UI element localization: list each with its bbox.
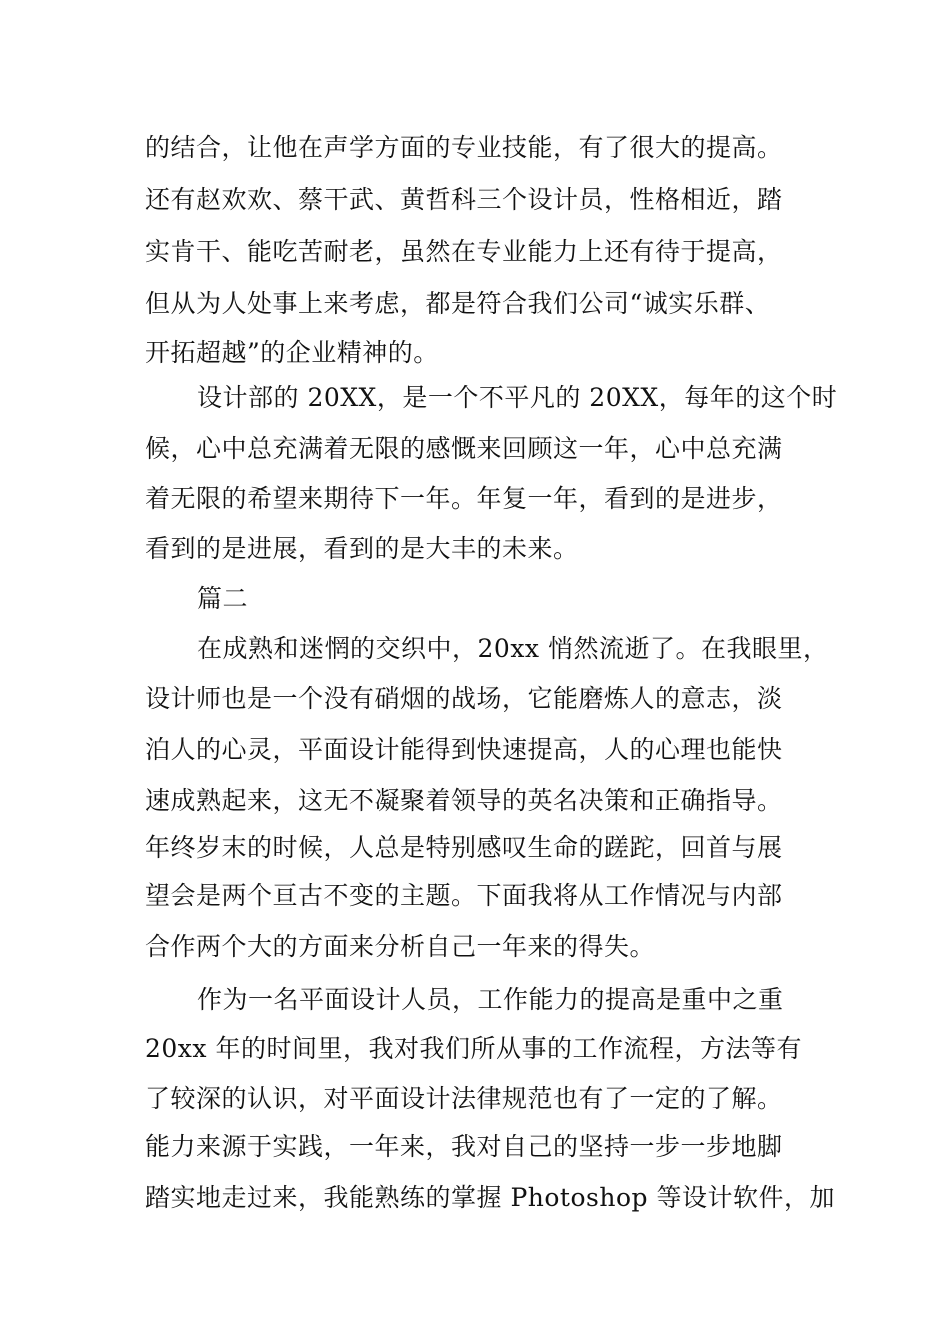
- text-line: 但从为人处事上来考虑，都是符合我们公司“诚实乐群、: [145, 289, 771, 318]
- text-line: 了较深的认识，对平面设计法律规范也有了一定的了解。: [145, 1084, 783, 1113]
- paragraph-start-line: 作为一名平面设计人员，工作能力的提高是重中之重: [197, 985, 784, 1014]
- paragraph-start-line: 在成熟和迷惘的交织中，20xx 悄然流逝了。在我眼里，: [197, 634, 829, 663]
- text-line: 设计师也是一个没有硝烟的战场，它能磨炼人的意志，淡: [145, 684, 783, 713]
- text-line: 泊人的心灵，平面设计能得到快速提高，人的心理也能快: [145, 735, 783, 764]
- text-line: 还有赵欢欢、蔡干武、黄哲科三个设计员，性格相近，踏: [145, 185, 783, 214]
- text-line: 的结合，让他在声学方面的专业技能，有了很大的提高。: [145, 133, 783, 162]
- text-line: 看到的是进展，看到的是大丰的未来。: [145, 534, 579, 563]
- text-line: 20xx 年的时间里，我对我们所从事的工作流程，方法等有: [145, 1034, 802, 1063]
- section-heading: 篇二: [197, 584, 249, 613]
- text-line: 能力来源于实践，一年来，我对自己的坚持一步一步地脚: [145, 1132, 783, 1161]
- text-line: 合作两个大的方面来分析自己一年来的得失。: [145, 932, 656, 961]
- text-line: 实肯干、能吃苦耐老，虽然在专业能力上还有待于提高，: [145, 237, 783, 266]
- paragraph-start-line: 设计部的 20XX，是一个不平凡的 20XX，每年的这个时: [197, 383, 838, 412]
- text-line: 开拓超越”的企业精神的。: [145, 338, 439, 367]
- text-line: 年终岁末的时候，人总是特别感叹生命的蹉跎，回首与展: [145, 833, 783, 862]
- text-line: 速成熟起来，这无不凝聚着领导的英名决策和正确指导。: [145, 786, 783, 815]
- text-line: 望会是两个亘古不变的主题。下面我将从工作情况与内部: [145, 881, 783, 910]
- text-line: 着无限的希望来期待下一年。年复一年，看到的是进步，: [145, 484, 783, 513]
- text-line: 候，心中总充满着无限的感慨来回顾这一年，心中总充满: [145, 434, 783, 463]
- text-line: 踏实地走过来，我能熟练的掌握 Photoshop 等设计软件，加: [145, 1183, 835, 1212]
